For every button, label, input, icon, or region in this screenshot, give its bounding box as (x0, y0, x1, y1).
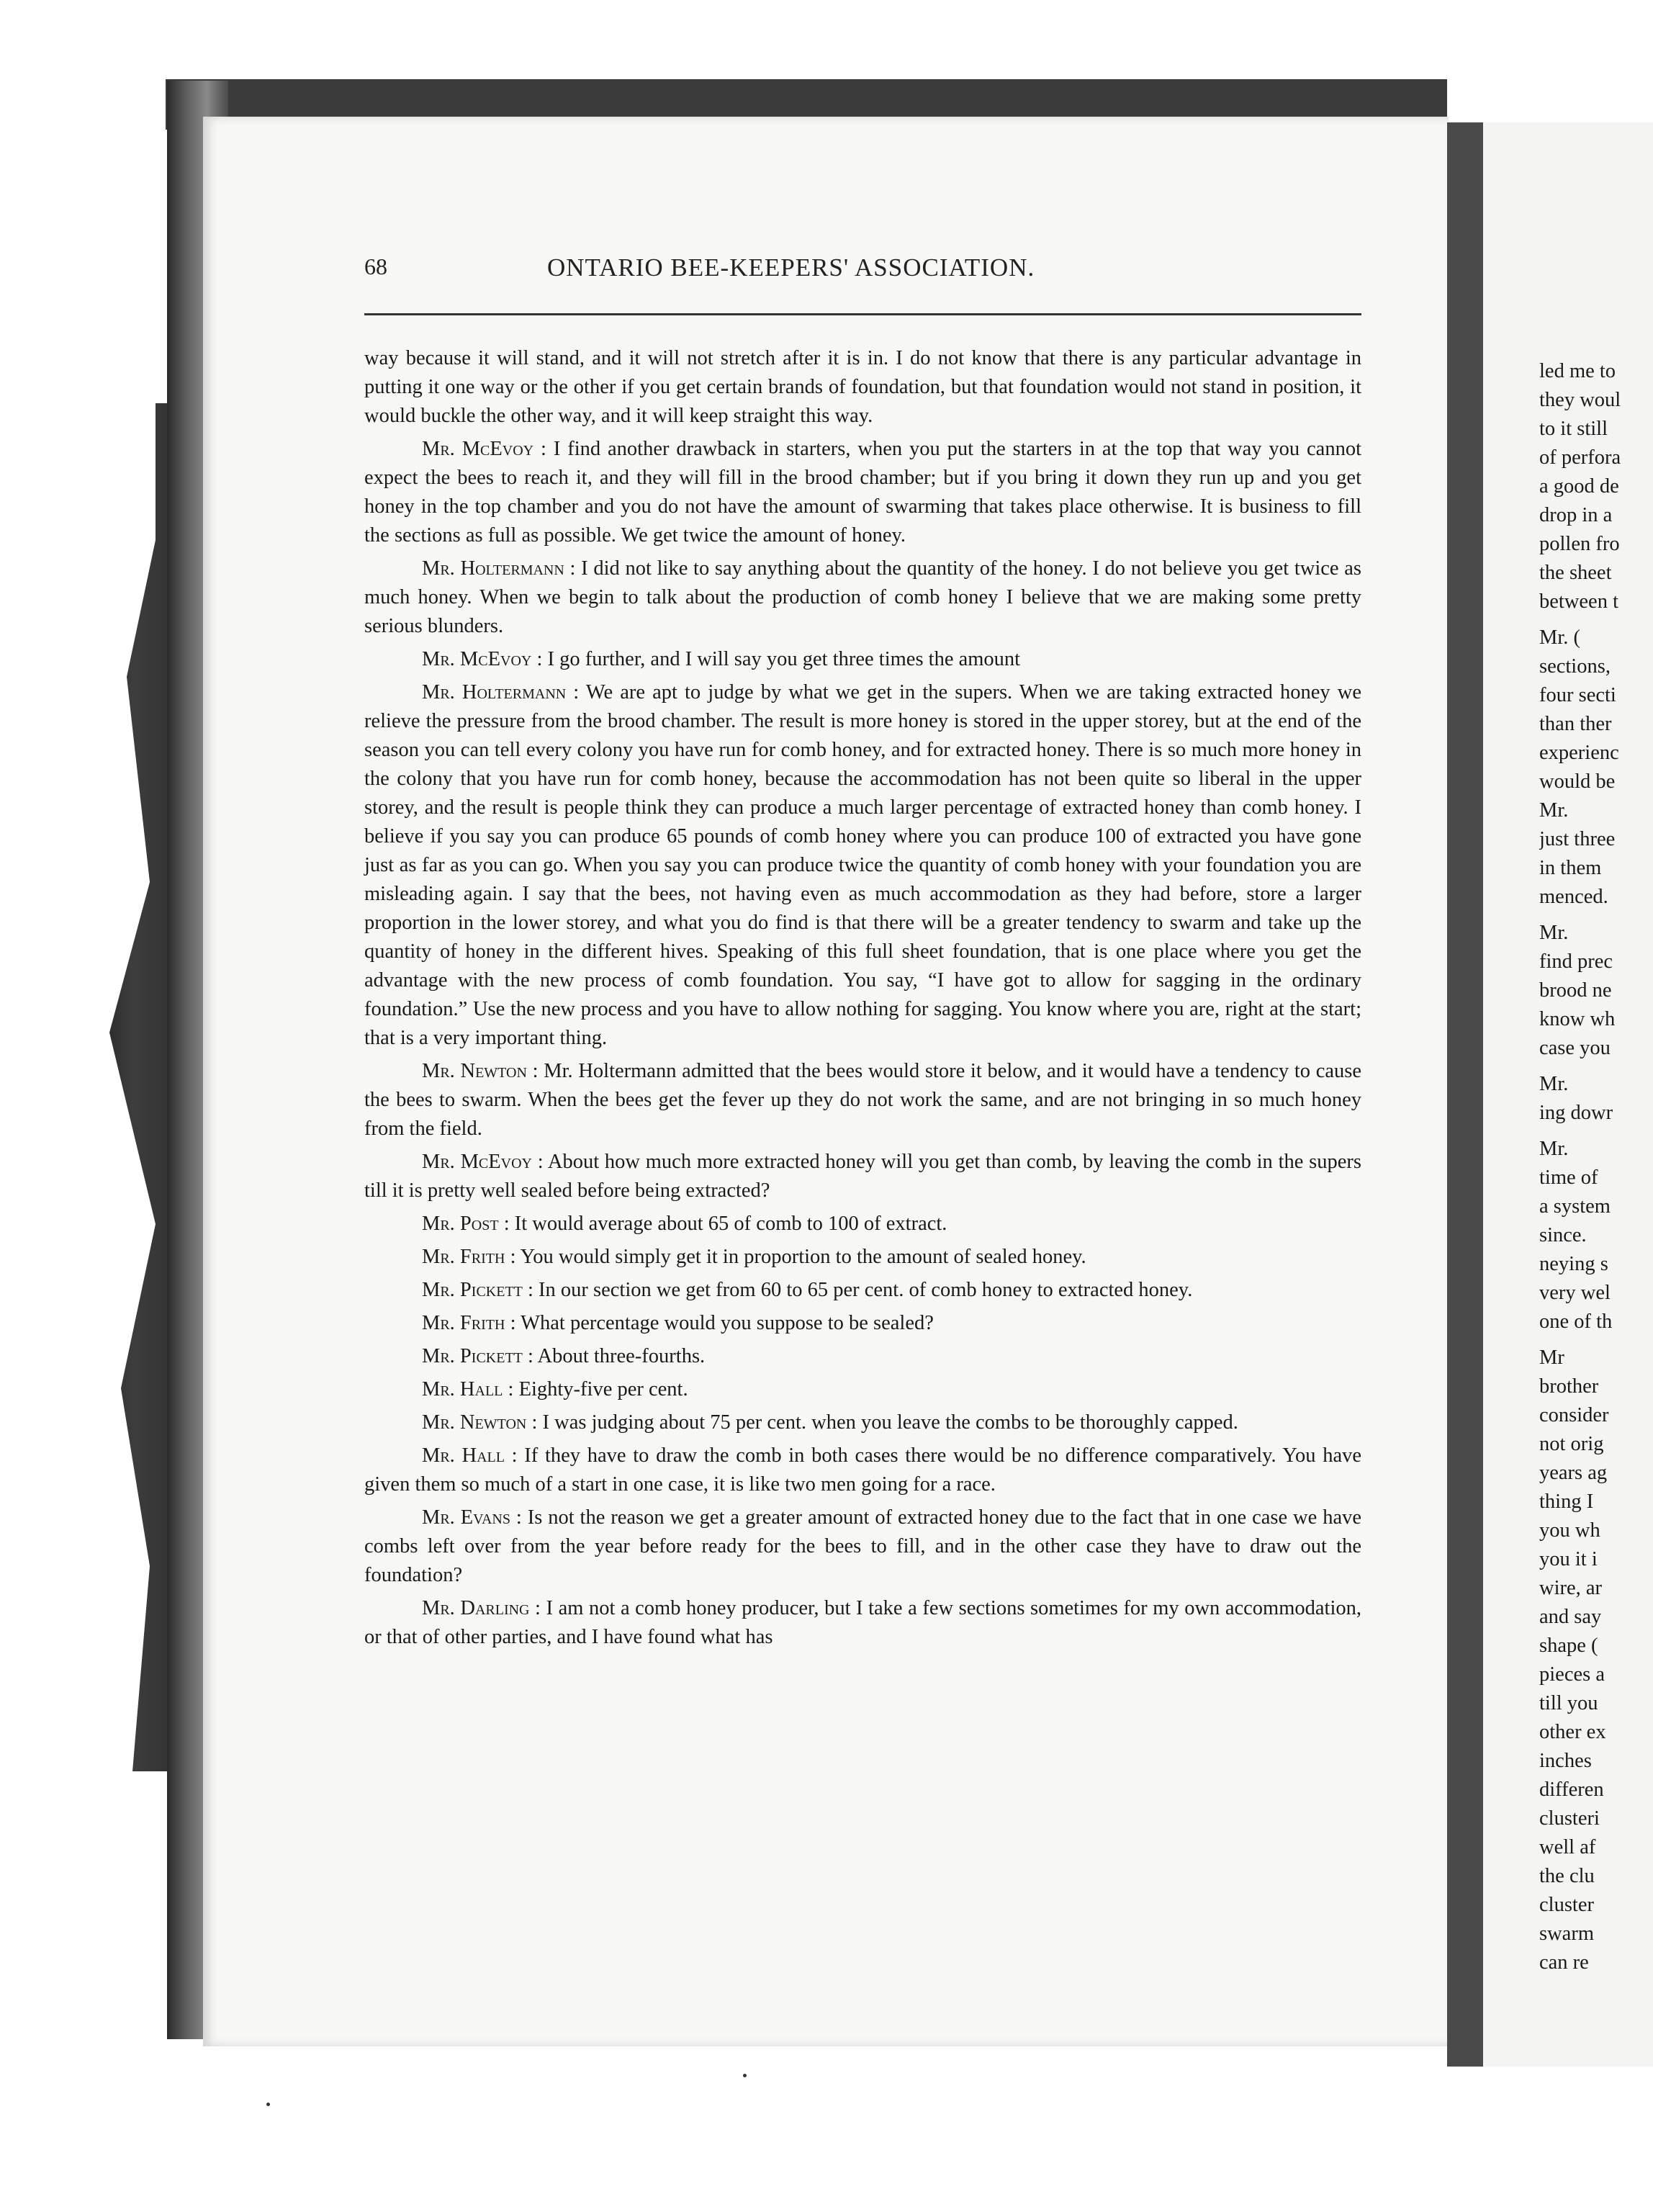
right-page-line: pieces a (1539, 1663, 1605, 1686)
right-page-line: clusteri (1539, 1807, 1600, 1830)
body-text-column (364, 344, 1361, 1656)
paragraph (364, 1276, 1361, 1305)
right-page-line: swarm (1539, 1923, 1594, 1945)
paragraph (364, 1148, 1361, 1205)
paragraph (364, 1057, 1361, 1143)
paragraph (364, 435, 1361, 550)
right-page-line: experienc (1539, 742, 1619, 764)
speaker-name: Mr. Frith : (422, 1246, 516, 1268)
right-page-line: of perfora (1539, 446, 1621, 469)
paragraph-text: You would simply get it in proportion to the amount of sealed honey. (520, 1246, 1086, 1268)
right-page-line: pollen fro (1539, 533, 1620, 555)
right-page-line: very wel (1539, 1282, 1611, 1304)
right-page-line: Mr. ( (1539, 626, 1580, 649)
right-page-line: four secti (1539, 684, 1616, 706)
page-number: 68 (364, 253, 387, 279)
right-page-line: a good de (1539, 475, 1619, 498)
paragraph-text: About how much more extracted honey will you get than comb, by leaving the comb in the supers till it is pretty well sealed before being extracted? (364, 1151, 1361, 1202)
right-page-line: Mr. (1539, 799, 1569, 822)
right-page-line: other ex (1539, 1721, 1606, 1743)
paragraph (364, 1210, 1361, 1238)
right-page-line: you wh (1539, 1519, 1600, 1542)
paragraph (364, 1309, 1361, 1338)
paragraph-text: About three-fourths. (537, 1345, 706, 1367)
paragraph (364, 1342, 1361, 1371)
right-page-line: well af (1539, 1836, 1596, 1858)
paragraph-text: Is not the reason we get a greater amount of extracted honey due to the fact that in one case we have combs left over from the year before ready for the bees to fill, and in the other case they have to draw out the foundation? (364, 1506, 1361, 1586)
paragraph (364, 678, 1361, 1053)
paragraph-text: I go further, and I will say you get three times the amount (547, 648, 1021, 670)
speaker-name: Mr. Holtermann : (422, 557, 576, 580)
right-page-line: in them (1539, 857, 1602, 879)
speaker-name: Mr. Hall : (422, 1378, 514, 1401)
right-page-line: Mr. (1539, 1138, 1569, 1160)
paragraph-text: I am not a comb honey producer, but I take a few sections sometimes for my own accommodation, or that of other parties, and I have found what has (364, 1597, 1361, 1648)
paragraph (364, 645, 1361, 674)
right-page-line: a system (1539, 1195, 1611, 1218)
scan-speck (266, 2103, 270, 2106)
paragraph-text: If they have to draw the comb in both cases there would be no difference comparatively. You have given them so much of a start in one case, it is like two men going for a race. (364, 1444, 1362, 1496)
paragraph (364, 1243, 1361, 1272)
right-page-line: and say (1539, 1606, 1602, 1628)
right-page-line: till you (1539, 1692, 1598, 1714)
right-page-line: time of (1539, 1166, 1598, 1189)
paragraph-text: I was judging about 75 per cent. when you leave the combs to be thoroughly capped. (542, 1411, 1238, 1434)
paragraph-text: way because it will stand, and it will not stretch after it is in. I do not know that there is any particular advantage in putting it one way or the other if you get certain brands of foundation, but that foundation would not stand in position, it would buckle the other way, and it will keep straight this way. (364, 347, 1361, 427)
right-page-line: differen (1539, 1779, 1604, 1801)
right-page-line: the clu (1539, 1865, 1595, 1887)
paragraph-text: Eighty-five per cent. (518, 1378, 688, 1401)
right-page-line: you it i (1539, 1548, 1598, 1570)
right-page-line: brood ne (1539, 979, 1612, 1002)
paragraph-text: We are apt to judge by what we get in the supers. When we are taking extracted honey we relieve the pressure from the brood chamber. The result is more honey is stored in the upper storey, but at the end of the season you can tell every colony you have run for comb honey, and for extracted honey. There is so much more honey in the colony that you have run for comb honey, because the accommodation has not been quite so liberal in the upper storey, and the result is people think they can produce a much larger percentage of extracted honey than comb honey. I believe if you say you can produce 65 pounds of comb honey where you can produce 100 of extracted you have gone just as far as you can go. When you say you can produce twice the quantity of comb honey with your foundation you are misleading again. I say that the bees, not having even as much accommodation as they had before, store a larger proportion in the lower storey, and what you do find is that there will be a greater tendency to swarm and take up the quantity of honey in the different hives. Speaking of this full sheet foundation, that is one place where you get the advantage with the new process of comb foundation. You say, “I have got to allow for sagging in the ordinary foundation.” Use the new process and you have to allow nothing for sagging. You know where you are, right at the start; that is a very important thing. (364, 681, 1361, 1049)
right-page-line: than ther (1539, 713, 1612, 735)
paragraph (364, 1375, 1361, 1404)
speaker-name: Mr. Holtermann : (422, 681, 580, 703)
right-page-line: since. (1539, 1224, 1587, 1246)
paragraph-text: In our section we get from 60 to 65 per cent. of comb honey to extracted honey. (539, 1279, 1193, 1301)
speaker-name: Mr. McEvoy : (422, 438, 546, 460)
right-page-line: just three (1539, 828, 1616, 850)
paragraph-text: What percentage would you suppose to be sealed? (521, 1312, 934, 1334)
paragraph (364, 1503, 1361, 1590)
right-page-line: thing I (1539, 1491, 1594, 1513)
speaker-name: Mr. Pickett : (422, 1345, 533, 1367)
right-page-line: menced. (1539, 886, 1608, 908)
paragraph (364, 1594, 1361, 1652)
paragraph-text: It would average about 65 of comb to 100 of extract. (514, 1213, 947, 1235)
right-page-line: they woul (1539, 389, 1621, 411)
right-page-line: not orig (1539, 1433, 1604, 1455)
right-page-line: know wh (1539, 1008, 1616, 1030)
running-head: ONTARIO BEE-KEEPERS' ASSOCIATION. (547, 253, 1035, 282)
speaker-name: Mr. Newton : (422, 1411, 538, 1434)
scan-speck (743, 2074, 747, 2077)
speaker-name: Mr. Evans : (422, 1506, 522, 1529)
right-page-line: sections, (1539, 655, 1611, 678)
right-page-line: ing dowr (1539, 1102, 1613, 1124)
paragraph (364, 344, 1361, 431)
right-page-line: drop in a (1539, 504, 1613, 526)
right-page-line: Mr. (1539, 922, 1569, 944)
right-page-line: inches (1539, 1750, 1592, 1772)
right-page-line: can re (1539, 1951, 1589, 1974)
right-page-line: Mr. (1539, 1073, 1569, 1095)
speaker-name: Mr. Pickett : (422, 1279, 533, 1301)
right-page-line: years ag (1539, 1462, 1608, 1484)
book-gutter (1447, 122, 1485, 2067)
right-page-line: the sheet (1539, 562, 1612, 584)
right-page-line: to it still (1539, 418, 1608, 440)
speaker-name: Mr. Frith : (422, 1312, 516, 1334)
right-page-line: shape ( (1539, 1635, 1598, 1657)
paragraph-text: I find another drawback in starters, when you put the starters in at the top that way you cannot expect the bees to reach it, and they will fill in the brood chamber; but if you bring it down they run up and you get honey in the top chamber and you do not have the amount of swarming that takes place otherwise. It is business to fill the sections as full as possible. We get twice the amount of honey. (364, 438, 1361, 547)
right-page-line: one of th (1539, 1310, 1613, 1333)
paragraph-text: Mr. Holtermann admitted that the bees would store it below, and it would have a tendency to cause the bees to swarm. When the bees get the fever up they do not work the same, and are not bringing in so much honey from the field. (364, 1060, 1361, 1140)
speaker-name: Mr. Newton : (422, 1060, 539, 1082)
right-page-line: brother (1539, 1375, 1599, 1398)
right-page-line: Mr (1539, 1346, 1564, 1369)
paragraph (364, 1442, 1361, 1499)
paragraph (364, 554, 1361, 641)
speaker-name: Mr. Darling : (422, 1597, 541, 1619)
right-page-line: would be (1539, 770, 1616, 793)
speaker-name: Mr. McEvoy : (422, 648, 543, 670)
right-page-line: led me to (1539, 360, 1616, 382)
right-page-line: case you (1539, 1037, 1611, 1059)
paragraph-text: I did not like to say anything about the quantity of the honey. I do not believe you get twice as much honey. When we begin to talk about the production of comb honey I believe that we are making some pretty serious blunders. (364, 557, 1362, 637)
right-page-line: between t (1539, 590, 1618, 613)
header-rule (364, 313, 1361, 315)
paragraph (364, 1408, 1361, 1437)
right-page-line: neying s (1539, 1253, 1608, 1275)
speaker-name: Mr. McEvoy : (422, 1151, 544, 1173)
right-page-line: find prec (1539, 950, 1613, 973)
right-page-line: cluster (1539, 1894, 1594, 1916)
right-page-line: wire, ar (1539, 1577, 1603, 1599)
speaker-name: Mr. Post : (422, 1213, 510, 1235)
right-page-line: consider (1539, 1404, 1609, 1426)
speaker-name: Mr. Hall : (422, 1444, 518, 1467)
